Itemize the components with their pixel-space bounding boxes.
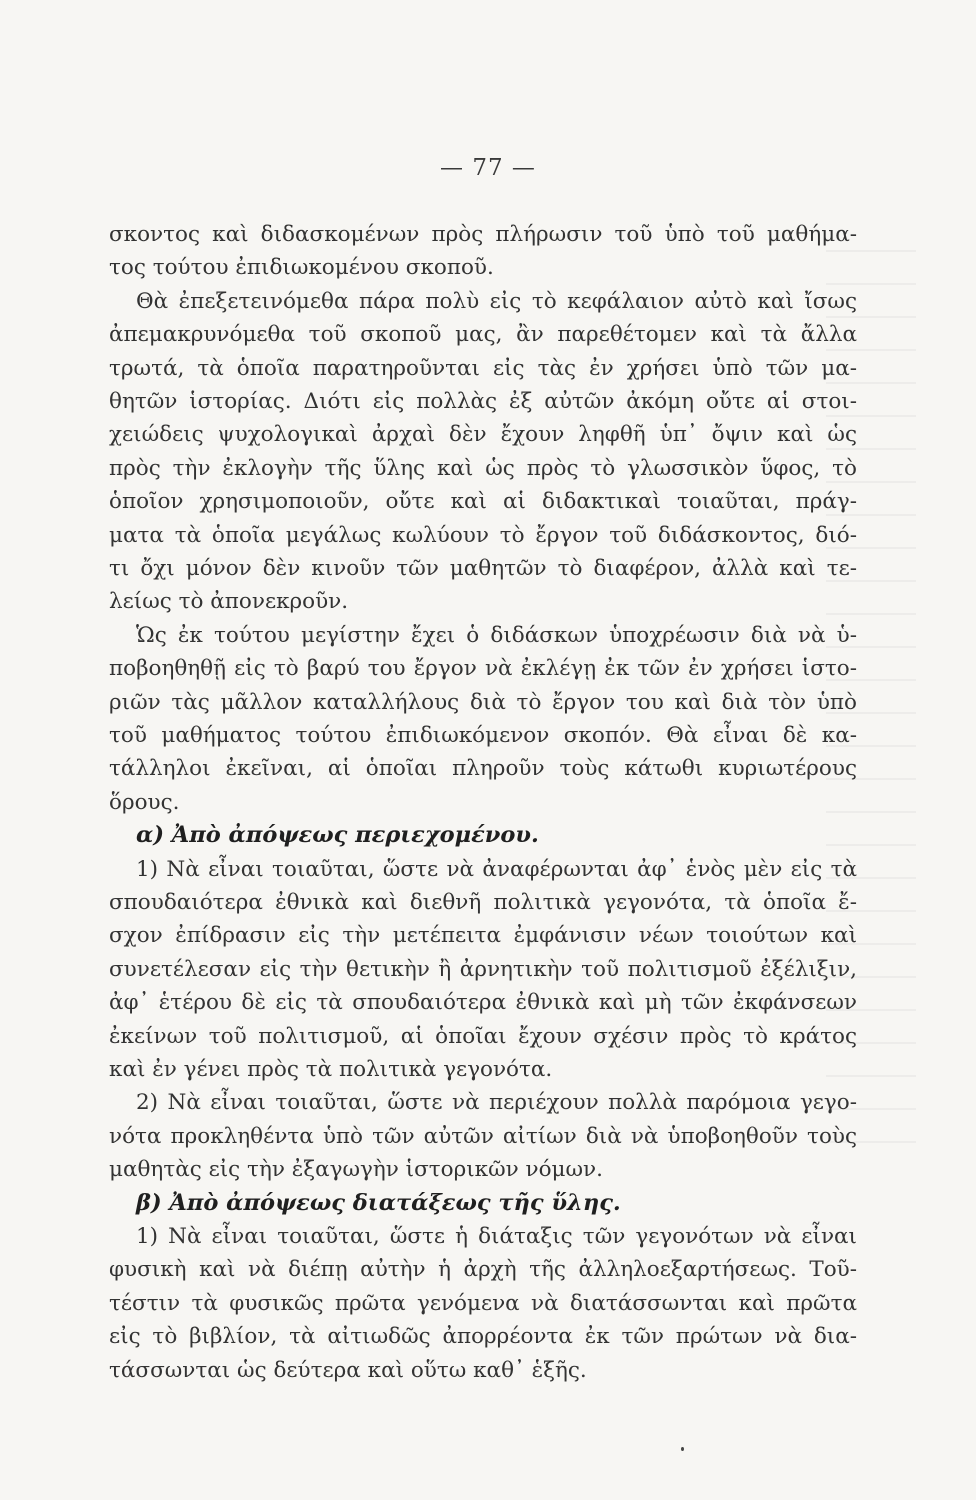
text-line: τι ὄχι μόνον δὲν κινοῦν τῶν μαθητῶν τὸ διαφέρον, ἀλλὰ καὶ τε- [109, 556, 857, 581]
text-line: σκοντος καὶ διδασκομένων πρὸς πλήρωσιν τοῦ ὑπὸ τοῦ μαθήμα- [109, 222, 857, 247]
ink-speck [681, 1447, 684, 1451]
text-line: ὅρους. [109, 789, 180, 815]
text-line: ἐκείνων τοῦ πολιτισμοῦ, αἱ ὁποῖαι ἔχουν σχέσιν πρὸς τὸ κράτος [109, 1023, 857, 1049]
text-line: Ὡς ἐκ τούτου μεγίστην ἔχει ὁ διδάσκων ὑποχρέωσιν διὰ νὰ ὑ- [136, 622, 857, 648]
text-line: εἰς τὸ βιβλίον, τὰ αἰτιωδῶς ἀπορρέοντα ἐκ τῶν πρώτων νὰ δια- [109, 1324, 857, 1350]
text-line: ριῶν τὰς μᾶλλον καταλλήλους διὰ τὸ ἔργον του καὶ διὰ τὸν ὑπὸ [109, 689, 857, 715]
page-number: — 77 — [440, 155, 536, 181]
text-line: τρωτά, τὰ ὁποῖα παρατηροῦνται εἰς τὰς ἐν χρήσει ὑπὸ τῶν μα- [109, 355, 857, 381]
text-line: λείως τὸ ἀπονεκροῦν. [109, 589, 349, 615]
text-line: φυσικὴ καὶ νὰ διέπῃ αὐτὴν ἡ ἀρχὴ τῆς ἀλληλοεξαρτήσεως. Τοῦ- [109, 1257, 857, 1283]
text-line: τάλληλοι ἐκεῖναι, αἱ ὁποῖαι πληροῦν τοὺς κάτωθι κυριωτέρους [109, 756, 857, 782]
text-line: πρὸς τὴν ἐκλογὴν τῆς ὕλης καὶ ὡς πρὸς τὸ γλωσσικὸν ὕφος, τὸ [109, 455, 857, 481]
text-line: τέστιν τὰ φυσικῶς πρῶτα γενόμενα νὰ διατάσσωνται καὶ πρῶτα [109, 1290, 857, 1316]
text-line: χειώδεις ψυχολογικαὶ ἀρχαὶ δὲν ἔχουν ληφθῆ ὑπ᾿ ὄψιν καὶ ὡς [109, 422, 857, 448]
text-line: μαθητὰς εἰς τὴν ἐξαγωγὴν ἱστορικῶν νόμων. [109, 1157, 603, 1183]
section-heading: α) Ἀπὸ ἀπόψεως περιεχομένου. [136, 822, 539, 849]
text-line: Θὰ ἐπεξετεινόμεθα πάρα πολὺ εἰς τὸ κεφάλαιον αὐτὸ καὶ ἴσως [136, 288, 857, 314]
text-line: 1) Νὰ εἶναι τοιαῦται, ὥστε ἡ διάταξις τῶν γεγονότων νὰ εἶναι [136, 1224, 857, 1249]
text-line: θητῶν ἱστορίας. Διότι εἰς πολλὰς ἐξ αὐτῶν ἀκόμη οὔτε αἱ στοι- [109, 389, 857, 414]
text-line: τος τούτου ἐπιδιωκομένου σκοποῦ. [109, 255, 494, 281]
text-line: τάσσωνται ὡς δεύτερα καὶ οὕτω καθ᾿ ἑξῆς. [109, 1357, 587, 1383]
text-line: σπουδαιότερα ἐθνικὰ καὶ διεθνῆ πολιτικὰ γεγονότα, τὰ ὁποῖα ἔ- [109, 890, 857, 915]
text-line: σχον ἐπίδρασιν εἰς τὴν μετέπειτα ἐμφάνισιν νέων τοιούτων καὶ [109, 923, 857, 949]
text-line: ποβοηθηθῇ εἰς τὸ βαρύ του ἔργον νὰ ἐκλέγῃ ἐκ τῶν ἐν χρήσει ἱστο- [109, 656, 857, 682]
text-line: ἀπεμακρυνόμεθα τοῦ σκοποῦ μας, ἂν παρεθέτομεν καὶ τὰ ἄλλα [109, 322, 857, 348]
text-line: τοῦ μαθήματος τούτου ἐπιδιωκόμενον σκοπόν. Θὰ εἶναι δὲ κα- [109, 723, 857, 748]
section-heading: β) Ἀπὸ ἀπόψεως διατάξεως τῆς ὕλης. [136, 1189, 621, 1216]
text-line: νότα προκληθέντα ὑπὸ τῶν αὐτῶν αἰτίων διὰ νὰ ὑποβοηθοῦν τοὺς [109, 1123, 857, 1149]
text-line: συνετέλεσαν εἰς τὴν θετικὴν ἢ ἀρνητικὴν τοῦ πολιτισμοῦ ἐξέλιξιν, [109, 956, 857, 982]
text-line: ἀφ᾿ ἑτέρου δὲ εἰς τὰ σπουδαιότερα ἐθνικὰ καὶ μὴ τῶν ἐκφάνσεων [109, 990, 857, 1016]
text-line: καὶ ἐν γένει πρὸς τὰ πολιτικὰ γεγονότα. [109, 1057, 553, 1082]
text-line: ὁποῖον χρησιμοποιοῦν, οὔτε καὶ αἱ διδακτικαὶ τοιαῦται, πράγ- [109, 489, 857, 515]
text-line: 1) Νὰ εἶναι τοιαῦται, ὥστε νὰ ἀναφέρωνται ἀφ᾿ ἑνὸς μὲν εἰς τὰ [136, 856, 857, 882]
text-line: 2) Νὰ εἶναι τοιαῦται, ὥστε νὰ περιέχουν πολλὰ παρόμοια γεγο- [136, 1090, 857, 1116]
text-line: ματα τὰ ὁποῖα μεγάλως κωλύουν τὸ ἔργον τοῦ διδάσκοντος, διό- [109, 522, 857, 548]
